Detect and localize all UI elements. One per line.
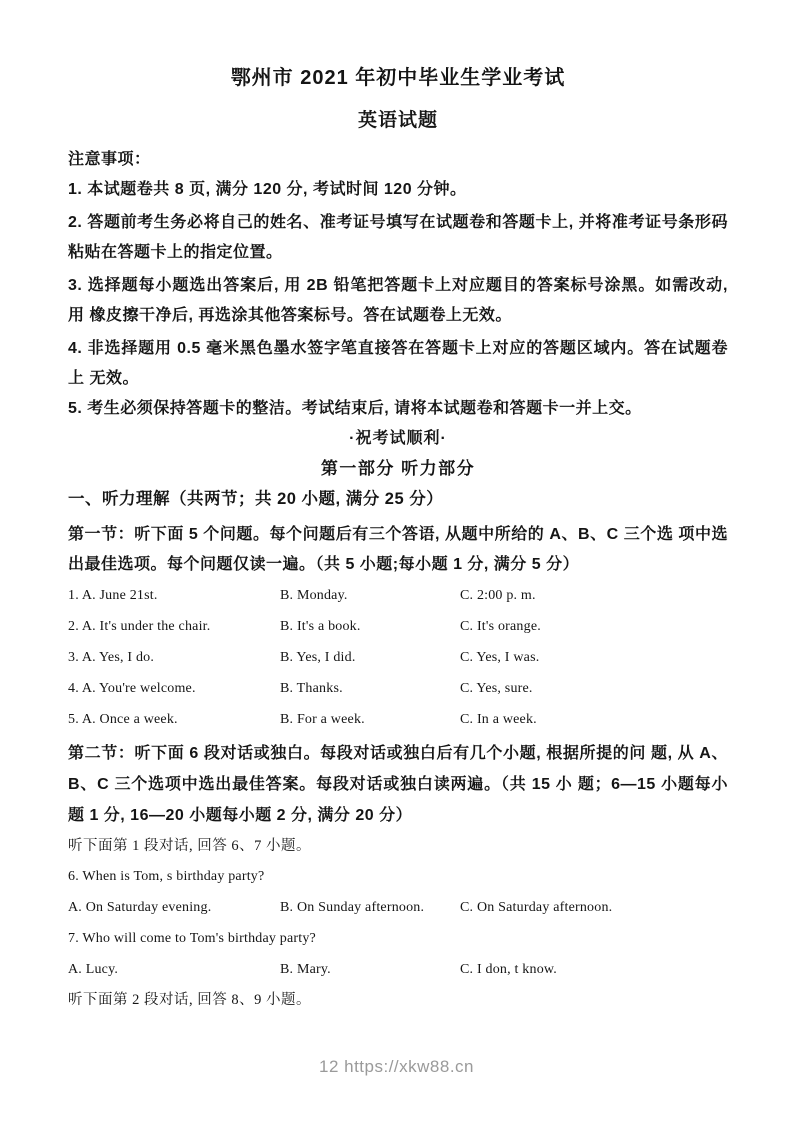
listening-section-heading: 一、听力理解（共两节；共 20 小题, 满分 25 分）: [68, 490, 444, 508]
question-row-5: [68, 704, 728, 735]
question-row-2: [68, 611, 728, 642]
node2-instructions: 第二节：听下面 6 段对话或独白。每段对话或独白后有几个小题, 根据所提的问 题, 从 A、B、C 三个选项中选出最佳答案。每段对话或独白读两遍。（共 15 小 题；6—15 小题每小题 1 分, 16—20 小题每小题 2 分, 满分 20 分）: [68, 745, 728, 824]
question-row-4: [68, 673, 728, 704]
page-footer: 12 https://xkw88.cn: [318, 1057, 475, 1076]
option-b: B. Monday.: [280, 588, 348, 603]
option-a: A. Lucy.: [68, 962, 119, 977]
option-b: B. Yes, I did.: [280, 650, 356, 665]
question-6-options: [68, 892, 728, 923]
question-7-options: [68, 954, 728, 985]
dialog2-lead-in: 听下面第 2 段对话, 回答 8、9 小题。: [68, 992, 311, 1008]
option-a: 1. A. June 21st.: [68, 588, 158, 603]
notice-item-2: 2. 答题前考生务必将自己的姓名、准考证号填写在试题卷和答题卡上, 并将准考证号条形码 粘贴在答题卡上的指定位置。: [68, 214, 728, 261]
notice-item-1: 1. 本试题卷共 8 页, 满分 120 分, 考试时间 120 分钟。: [68, 181, 467, 198]
notices-heading: 注意事项：: [68, 151, 151, 168]
option-b: B. For a week.: [280, 712, 365, 727]
option-c: C. In a week.: [460, 712, 537, 727]
option-c: C. It's orange.: [460, 619, 541, 634]
option-c: C. Yes, sure.: [460, 681, 533, 696]
dialog1-lead-in: 听下面第 1 段对话, 回答 6、7 小题。: [68, 838, 311, 854]
option-a: 3. A. Yes, I do.: [68, 650, 155, 665]
option-b: B. Mary.: [280, 962, 331, 977]
page-title: 鄂州市 2021 年初中毕业生学业考试: [230, 67, 566, 89]
notice-item-4: 4. 非选择题用 0.5 毫米黑色墨水签字笔直接答在答题卡上对应的答题区域内。答在试题卷上 无效。: [68, 340, 728, 387]
notice-item-5: 5. 考生必须保持答题卡的整洁。考试结束后, 请将本试题卷和答题卡一并上交。: [68, 400, 642, 417]
notice-item-3: 3. 选择题每小题选出答案后, 用 2B 铅笔把答题卡上对应题目的答案标号涂黑。如需改动, 用 橡皮擦干净后, 再选涂其他答案标号。答在试题卷上无效。: [68, 277, 728, 324]
question-row-3: [68, 642, 728, 673]
option-a: 2. A. It's under the chair.: [68, 619, 211, 634]
question-6-text: 6. When is Tom, s birthday party?: [68, 869, 265, 884]
option-a: 4. A. You're welcome.: [68, 681, 196, 696]
option-a: 5. A. Once a week.: [68, 712, 178, 727]
option-c: C. 2:00 p. m.: [460, 588, 536, 603]
option-c: C. I don, t know.: [460, 962, 557, 977]
page-subtitle: 英语试题: [357, 110, 438, 131]
option-c: C. Yes, I was.: [460, 650, 540, 665]
option-c: C. On Saturday afternoon.: [460, 900, 613, 915]
part1-heading: 第一部分 听力部分: [320, 459, 476, 478]
option-b: B. Thanks.: [280, 681, 343, 696]
node1-question-list: [68, 580, 728, 735]
node1-instructions: 第一节：听下面 5 个问题。每个问题后有三个答语, 从题中所给的 A、B、C 三个选 项中选出最佳选项。每个问题仅读一遍。（共 5 小题;每小题 1 分, 满分 5 分）: [68, 526, 728, 573]
option-b: B. It's a book.: [280, 619, 361, 634]
good-luck-wish: ·祝考试顺利·: [349, 430, 447, 447]
question-7-text: 7. Who will come to Tom's birthday party?: [68, 931, 316, 946]
option-b: B. On Sunday afternoon.: [280, 900, 425, 915]
option-a: A. On Saturday evening.: [68, 900, 212, 915]
question-row-1: [68, 580, 728, 611]
